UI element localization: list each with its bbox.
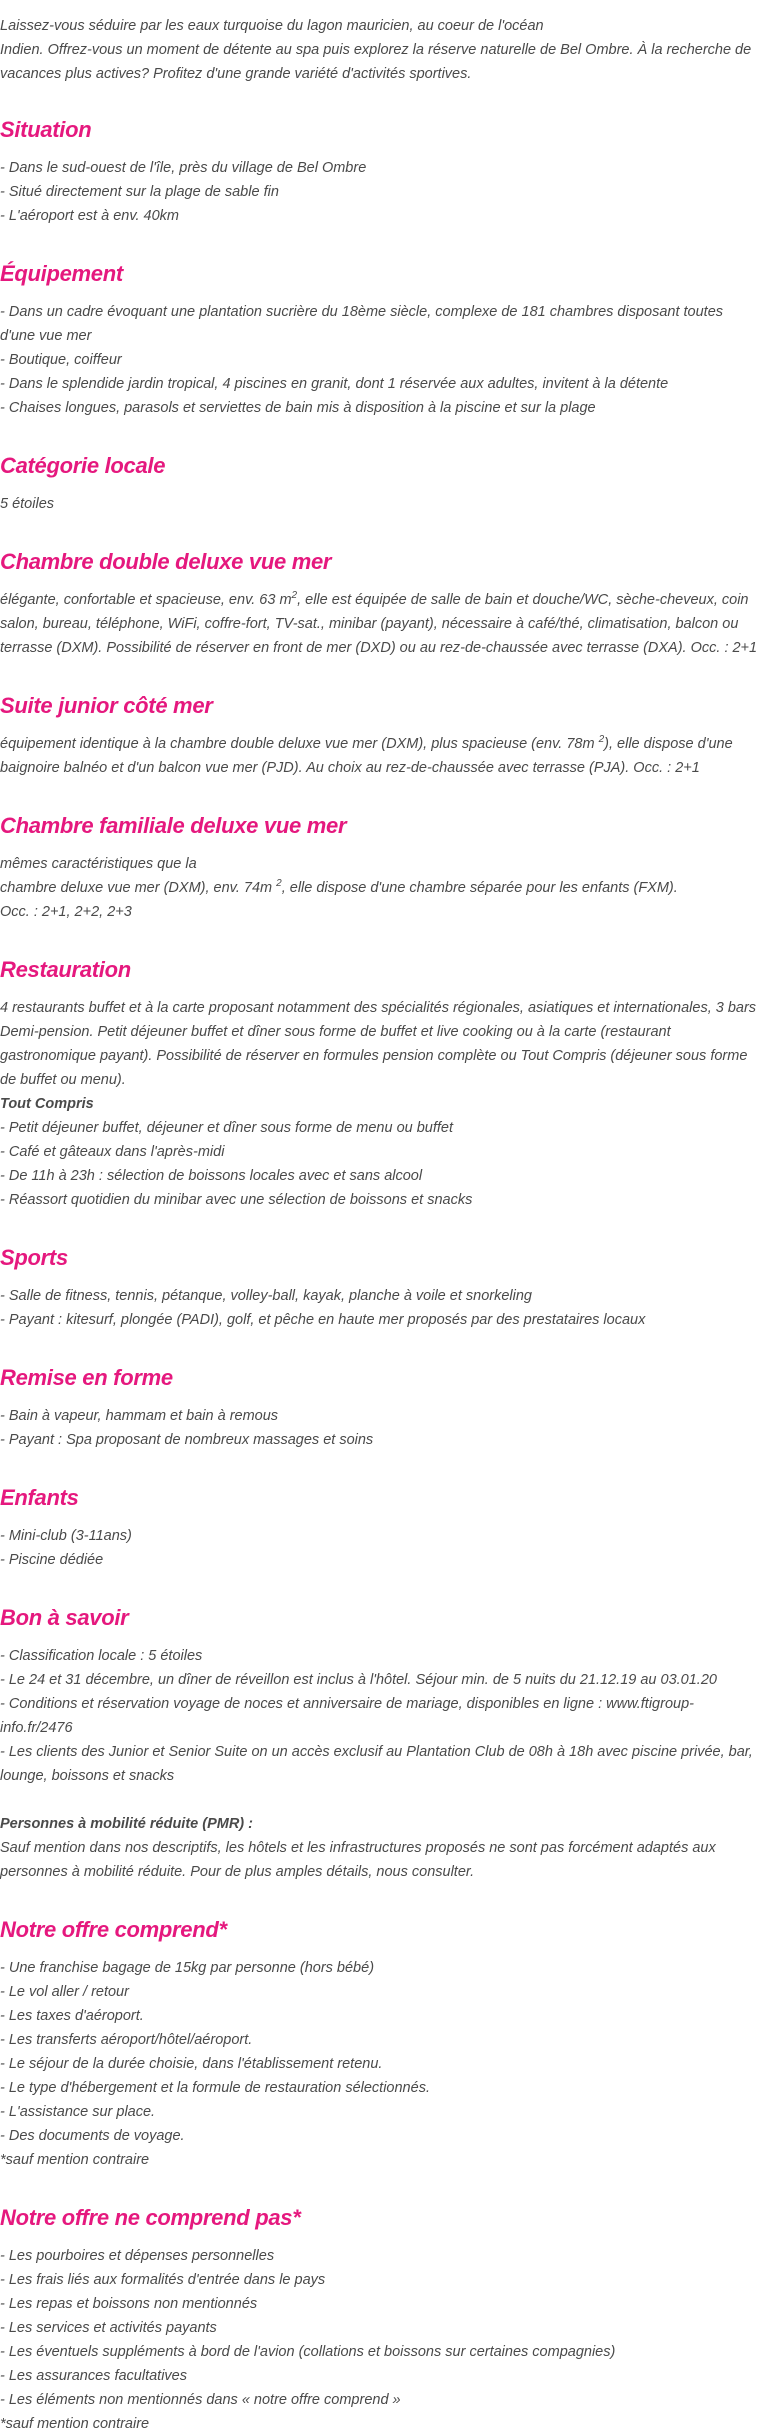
section-title: Suite junior côté mer xyxy=(0,693,213,718)
list-item: - Les taxes d'aéroport. xyxy=(0,2008,144,2024)
list-item: - Les transferts aéroport/hôtel/aéroport. xyxy=(0,2032,253,2048)
section-offre-ne-comprend-pas xyxy=(0,2204,758,2436)
list-item: - Conditions et réservation voyage de noces et anniversaire de mariage, disponibles en ligne : www.ftigroup-info.fr/2476 xyxy=(0,1696,694,1736)
superscript: 2 xyxy=(598,734,605,746)
list-item: - Dans le sud-ouest de l'île, près du village de Bel Ombre xyxy=(0,160,367,176)
list-item: - Situé directement sur la plage de sable fin xyxy=(0,184,279,200)
pmr-title: Personnes à mobilité réduite (PMR) : xyxy=(0,1816,253,1832)
list-item: - Les assurances facultatives xyxy=(0,2368,187,2384)
offre-list xyxy=(0,1956,758,2148)
list-item: - Dans le splendide jardin tropical, 4 piscines en granit, dont 1 réservée aux adultes, invitent à la détente xyxy=(0,376,669,392)
list-item: - Petit déjeuner buffet, déjeuner et dîner sous forme de menu ou buffet xyxy=(0,1120,454,1136)
section-title: Chambre double deluxe vue mer xyxy=(0,549,332,574)
section-title: Sports xyxy=(0,1245,68,1270)
list-item: - Boutique, coiffeur xyxy=(0,352,122,368)
list-item: - Les clients des Junior et Senior Suite on un accès exclusif au Plantation Club de 08h à 18h avec piscine privée, bar, lounge, boissons et snacks xyxy=(0,1744,753,1784)
section-familiale xyxy=(0,812,758,924)
restauration-list xyxy=(0,1116,758,1212)
section-title: Situation xyxy=(0,117,92,142)
remise-list xyxy=(0,1404,758,1452)
section-situation xyxy=(0,116,758,228)
restauration-text: 4 restaurants buffet et à la carte proposant notamment des spécialités régionales, asiatiques et internationales, 3 bars Demi-pension. Petit déjeuner buffet et dîner sous forme de buffet et live cooking ou à la carte (restaurant gastronomique payant). Possibilité de réserver en formules pension complète ou Tout Compris (déjeuner sous forme de buffet ou menu). xyxy=(0,1000,757,1088)
section-chambre-double xyxy=(0,548,758,660)
section-title: Équipement xyxy=(0,261,123,286)
text-part: , elle est équipée de salle de bain et douche/WC, sèche-cheveux, coin salon, bureau, téléphone, WiFi, coffre-fort, TV-sat., minibar (payant), nécessaire à café/thé, climatisation, balcon ou terrasse (DXM). Possibilité de réserver en front de mer (DXD) ou au rez-de-chaussée avec terrasse (DXA). Occ. : 2+1 xyxy=(0,592,758,656)
list-item: - Payant : kitesurf, plongée (PADI), golf, et pêche en haute mer proposés par des prestataires locaux xyxy=(0,1312,646,1328)
text-part: chambre deluxe vue mer (DXM), env. 74m xyxy=(0,880,277,896)
offre-pas-note: *sauf mention contraire xyxy=(0,2416,150,2432)
list-item: - L'assistance sur place. xyxy=(0,2104,156,2120)
categorie-text: 5 étoiles xyxy=(0,496,55,512)
offre-pas-list xyxy=(0,2244,758,2412)
list-item: - L'aéroport est à env. 40km xyxy=(0,208,180,224)
restauration-subtitle: Tout Compris xyxy=(0,1096,94,1112)
section-title: Catégorie locale xyxy=(0,453,166,478)
familiale-line-3: Occ. : 2+1, 2+2, 2+3 xyxy=(0,904,132,920)
intro-line-2: Indien. Offrez-vous un moment de détente au spa puis explorez la réserve naturelle de Bel Ombre. À la recherche de vacances plus actives? Profitez d'une grande variété d'activités sportives. xyxy=(0,42,752,82)
text-part: , elle dispose d'une chambre séparée pour les enfants (FXM). xyxy=(281,880,678,896)
text-part: équipement identique à la chambre double deluxe vue mer (DXM), plus spacieuse (env. 78m xyxy=(0,736,599,752)
list-item: - Les éléments non mentionnés dans « notre offre comprend » xyxy=(0,2392,401,2408)
sports-list xyxy=(0,1284,758,1332)
chambre-double-text xyxy=(0,588,758,660)
section-remise-en-forme xyxy=(0,1364,758,1452)
list-item: - Le type d'hébergement et la formule de restauration sélectionnés. xyxy=(0,2080,430,2096)
list-item: - Une franchise bagage de 15kg par personne (hors bébé) xyxy=(0,1960,375,1976)
list-item: - De 11h à 23h : sélection de boissons locales avec et sans alcool xyxy=(0,1168,423,1184)
section-suite-junior xyxy=(0,692,758,780)
suite-junior-text xyxy=(0,732,758,780)
intro xyxy=(0,14,758,86)
section-categorie xyxy=(0,452,758,516)
offre-note: *sauf mention contraire xyxy=(0,2152,150,2168)
list-item: - Des documents de voyage. xyxy=(0,2128,185,2144)
list-item: - Classification locale : 5 étoiles xyxy=(0,1648,203,1664)
text-part: élégante, confortable et spacieuse, env. 63 m xyxy=(0,592,292,608)
section-title: Chambre familiale deluxe vue mer xyxy=(0,813,347,838)
list-item: - Le vol aller / retour xyxy=(0,1984,129,2000)
section-bon-a-savoir xyxy=(0,1604,758,1884)
familiale-line-2 xyxy=(0,876,758,900)
equipement-list xyxy=(0,300,758,420)
section-title: Remise en forme xyxy=(0,1365,173,1390)
section-equipement xyxy=(0,260,758,420)
bon-savoir-list xyxy=(0,1644,758,1788)
section-enfants xyxy=(0,1484,758,1572)
list-item: - Chaises longues, parasols et serviettes de bain mis à disposition à la piscine et sur la plage xyxy=(0,400,596,416)
list-item: - Salle de fitness, tennis, pétanque, volley-ball, kayak, planche à voile et snorkeling xyxy=(0,1288,532,1304)
list-item: - Piscine dédiée xyxy=(0,1552,104,1568)
list-item: - Réassort quotidien du minibar avec une sélection de boissons et snacks xyxy=(0,1192,473,1208)
section-title: Bon à savoir xyxy=(0,1605,129,1630)
section-sports xyxy=(0,1244,758,1332)
list-item: - Bain à vapeur, hammam et bain à remous xyxy=(0,1408,279,1424)
spacer xyxy=(0,1788,758,1812)
superscript: 2 xyxy=(276,878,282,890)
list-item: - Les éventuels suppléments à bord de l'avion (collations et boissons sur certaines compagnies) xyxy=(0,2344,616,2360)
pmr-text: Sauf mention dans nos descriptifs, les hôtels et les infrastructures proposés ne sont pas forcément adaptés aux personnes à mobilité réduite. Pour de plus amples détails, nous consulter. xyxy=(0,1840,716,1880)
list-item: - Mini-club (3-11ans) xyxy=(0,1528,132,1544)
list-item: - Les pourboires et dépenses personnelles xyxy=(0,2248,275,2264)
list-item: - Les services et activités payants xyxy=(0,2320,217,2336)
section-offre-comprend xyxy=(0,1916,758,2172)
situation-list xyxy=(0,156,758,228)
list-item: - Le 24 et 31 décembre, un dîner de réveillon est inclus à l'hôtel. Séjour min. de 5 nuits du 21.12.19 au 03.01.20 xyxy=(0,1672,717,1688)
intro-line-1: Laissez-vous séduire par les eaux turquoise du lagon mauricien, au coeur de l'océan xyxy=(0,18,544,34)
list-item: - Dans un cadre évoquant une plantation sucrière du 18ème siècle, complexe de 181 chambres disposant toutes d'une vue mer xyxy=(0,304,724,344)
section-title: Restauration xyxy=(0,957,131,982)
list-item: - Le séjour de la durée choisie, dans l'établissement retenu. xyxy=(0,2056,383,2072)
text-part: ), elle dispose d'une baignoire balnéo et d'un balcon vue mer (PJD). Au choix au rez-de-chaussée avec terrasse (PJA). Occ. : 2+1 xyxy=(0,736,733,776)
enfants-list xyxy=(0,1524,758,1572)
list-item: - Les repas et boissons non mentionnés xyxy=(0,2296,258,2312)
superscript: 2 xyxy=(291,590,298,602)
section-title: Enfants xyxy=(0,1485,79,1510)
list-item: - Café et gâteaux dans l'après-midi xyxy=(0,1144,225,1160)
section-restauration xyxy=(0,956,758,1212)
familiale-line-1: mêmes caractéristiques que la xyxy=(0,856,197,872)
list-item: - Payant : Spa proposant de nombreux massages et soins xyxy=(0,1432,374,1448)
section-title: Notre offre ne comprend pas* xyxy=(0,2205,301,2230)
section-title: Notre offre comprend* xyxy=(0,1917,227,1942)
list-item: - Les frais liés aux formalités d'entrée dans le pays xyxy=(0,2272,326,2288)
